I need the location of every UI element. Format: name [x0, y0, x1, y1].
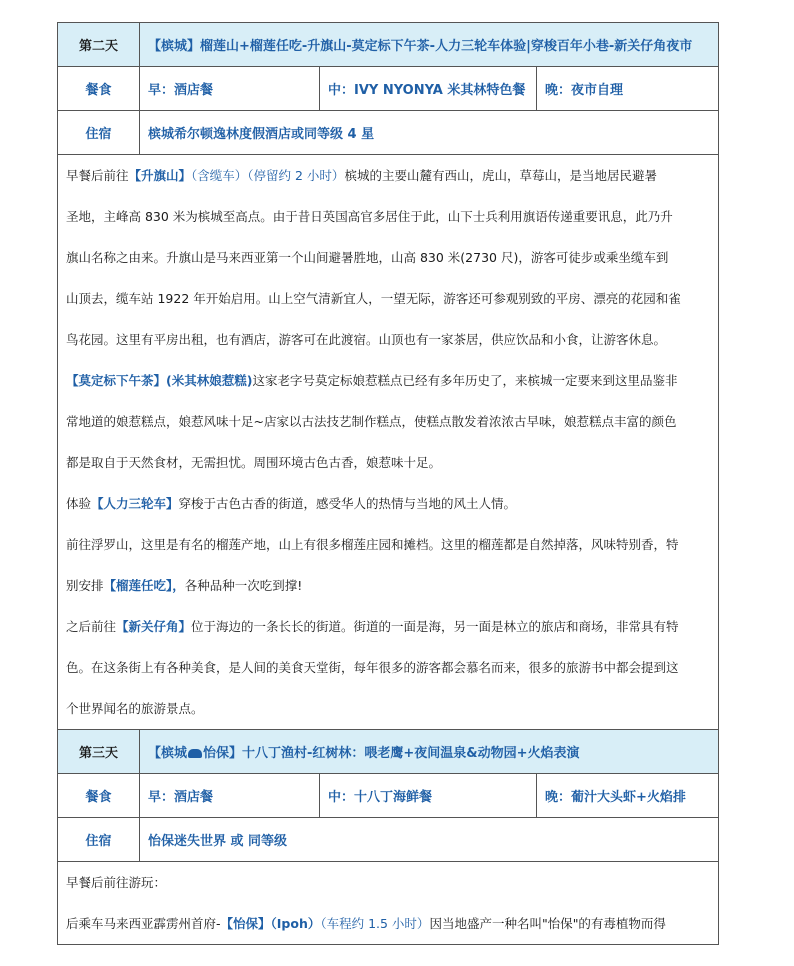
- day3-title-rest: 怡保】十八丁渔村-红树林：喂老鹰+夜间温泉&动物园+火焰表演: [203, 746, 580, 761]
- day2-meals-row: [58, 67, 719, 111]
- day2-line: 前往浮罗山，这里是有名的榴莲产地，山上有很多榴莲庄园和摊档。这里的榴莲都是自然掉落，风味特别香，特: [66, 537, 679, 552]
- day3-hotel: 怡保迷失世界 或 同等级: [140, 818, 719, 862]
- highlight-teahouse: 【莫定标下午茶】(米其林娘惹糕): [66, 373, 253, 388]
- day2-label: 第二天: [58, 23, 140, 67]
- text: 穿梭于古色古香的街道，感受华人的热情与当地的风土人情。: [178, 496, 517, 511]
- day3-lunch: 中：十八丁海鲜餐: [320, 774, 537, 818]
- text: 各种品种一次吃到撑!: [184, 578, 303, 593]
- day3-header-row: [58, 730, 719, 774]
- highlight-trishaw: 【人力三轮车】: [91, 496, 179, 511]
- day2-title: 【槟城】榴莲山+榴莲任吃-升旗山-莫定标下午茶-人力三轮车体验|穿梭百年小巷-新关仔角夜市: [140, 23, 719, 67]
- itinerary-table: [57, 22, 719, 945]
- text: 这家老字号莫定标娘惹糕点已经有多年历史了，来槟城一定要来到这里品鉴非: [252, 373, 678, 388]
- day2-description-row: [58, 155, 719, 730]
- text: 之后前往: [66, 619, 117, 634]
- day2-header-row: [58, 23, 719, 67]
- day2-paragraph: [66, 360, 710, 401]
- itinerary-sheet: [57, 22, 718, 945]
- text: 体验: [66, 496, 92, 511]
- note: （车程约 1.5 小时）: [320, 916, 430, 931]
- text: 槟城的主要山麓有西山，虎山，草莓山，是当地居民避暑: [344, 168, 657, 183]
- highlight-durian: 【榴莲任吃】，: [103, 578, 185, 593]
- day3-description: [58, 862, 719, 945]
- day2-line: 常地道的娘惹糕点，娘惹风味十足~店家以古法技艺制作糕点，使糕点散发着浓浓古早味，娘惹糕点丰富的颜色: [66, 414, 677, 429]
- day3-line: 早餐后前往游玩：: [66, 875, 167, 890]
- day3-description-row: [58, 862, 719, 945]
- car-icon: [188, 749, 202, 758]
- day2-paragraph: [66, 565, 710, 606]
- day2-description: [58, 155, 719, 730]
- day2-line: 色。在这条街上有各种美食，是人间的美食天堂街，每年很多的游客都会慕名而来，很多的旅游书中都会提到这: [66, 660, 679, 675]
- day2-hotel-row: [58, 111, 719, 155]
- day2-line: 个世界闻名的旅游景点。: [66, 701, 204, 716]
- day3-meals-label: 餐食: [58, 774, 140, 818]
- text: 因当地盛产一种名叫"怡保"的有毒植物而得: [429, 916, 666, 931]
- text: 早餐后前往: [66, 168, 129, 183]
- day2-meals-label: 餐食: [58, 67, 140, 111]
- day2-lunch: 中：IVY NYONYA 米其林特色餐: [320, 67, 537, 111]
- day3-label: 第三天: [58, 730, 140, 774]
- text: 后乘车马来西亚霹雳州首府-: [66, 916, 221, 931]
- day3-paragraph: [66, 903, 710, 944]
- day2-line: 鸟花园。这里有平房出租，也有酒店，游客可在此渡宿。山顶也有一家茶居，供应饮品和小食，让游客休息。: [66, 332, 667, 347]
- day3-title: [140, 730, 719, 774]
- day3-meals-row: [58, 774, 719, 818]
- day3-hotel-label: 住宿: [58, 818, 140, 862]
- day3-dinner: 晚：葡汁大头虾+火焰排: [537, 774, 719, 818]
- highlight-shengqishan: 【升旗山】: [128, 168, 192, 183]
- day2-dinner: 晚：夜市自理: [537, 67, 719, 111]
- day2-hotel: 槟城希尔顿逸林度假酒店或同等级 4 星: [140, 111, 719, 155]
- day3-title-start: 【槟城: [148, 746, 188, 761]
- day3-breakfast: 早：酒店餐: [140, 774, 320, 818]
- day2-paragraph: [66, 606, 710, 647]
- day2-paragraph: [66, 155, 710, 196]
- text: 位于海边的一条长长的街道。街道的一面是海，另一面是林立的旅店和商场，非常具有特: [191, 619, 679, 634]
- note: （含缆车）（停留约 2 小时）: [191, 168, 345, 183]
- day2-paragraph: [66, 483, 710, 524]
- highlight-gurney: 【新关仔角】: [116, 619, 192, 634]
- day2-line: 山顶去，缆车站 1922 年开始启用。山上空气清新宜人，一望无际，游客还可参观别致的平房、漂亮的花园和雀: [66, 291, 681, 306]
- day3-hotel-row: [58, 818, 719, 862]
- day2-breakfast: 早：酒店餐: [140, 67, 320, 111]
- highlight-ipoh: 【怡保】（Ipoh）: [220, 916, 321, 931]
- day2-line: 旗山名称之由来。升旗山是马来西亚第一个山间避暑胜地，山高 830 米(2730 尺)，游客可徒步或乘坐缆车到: [66, 250, 669, 265]
- day2-line: 圣地，主峰高 830 米为槟城至高点。由于昔日英国高官多居住于此，山下士兵利用旗语传递重要讯息，此乃升: [66, 209, 673, 224]
- day2-line: 都是取自于天然食材，无需担忧。周围环境古色古香，娘惹味十足。: [66, 455, 442, 470]
- text: 别安排: [66, 578, 104, 593]
- day2-hotel-label: 住宿: [58, 111, 140, 155]
